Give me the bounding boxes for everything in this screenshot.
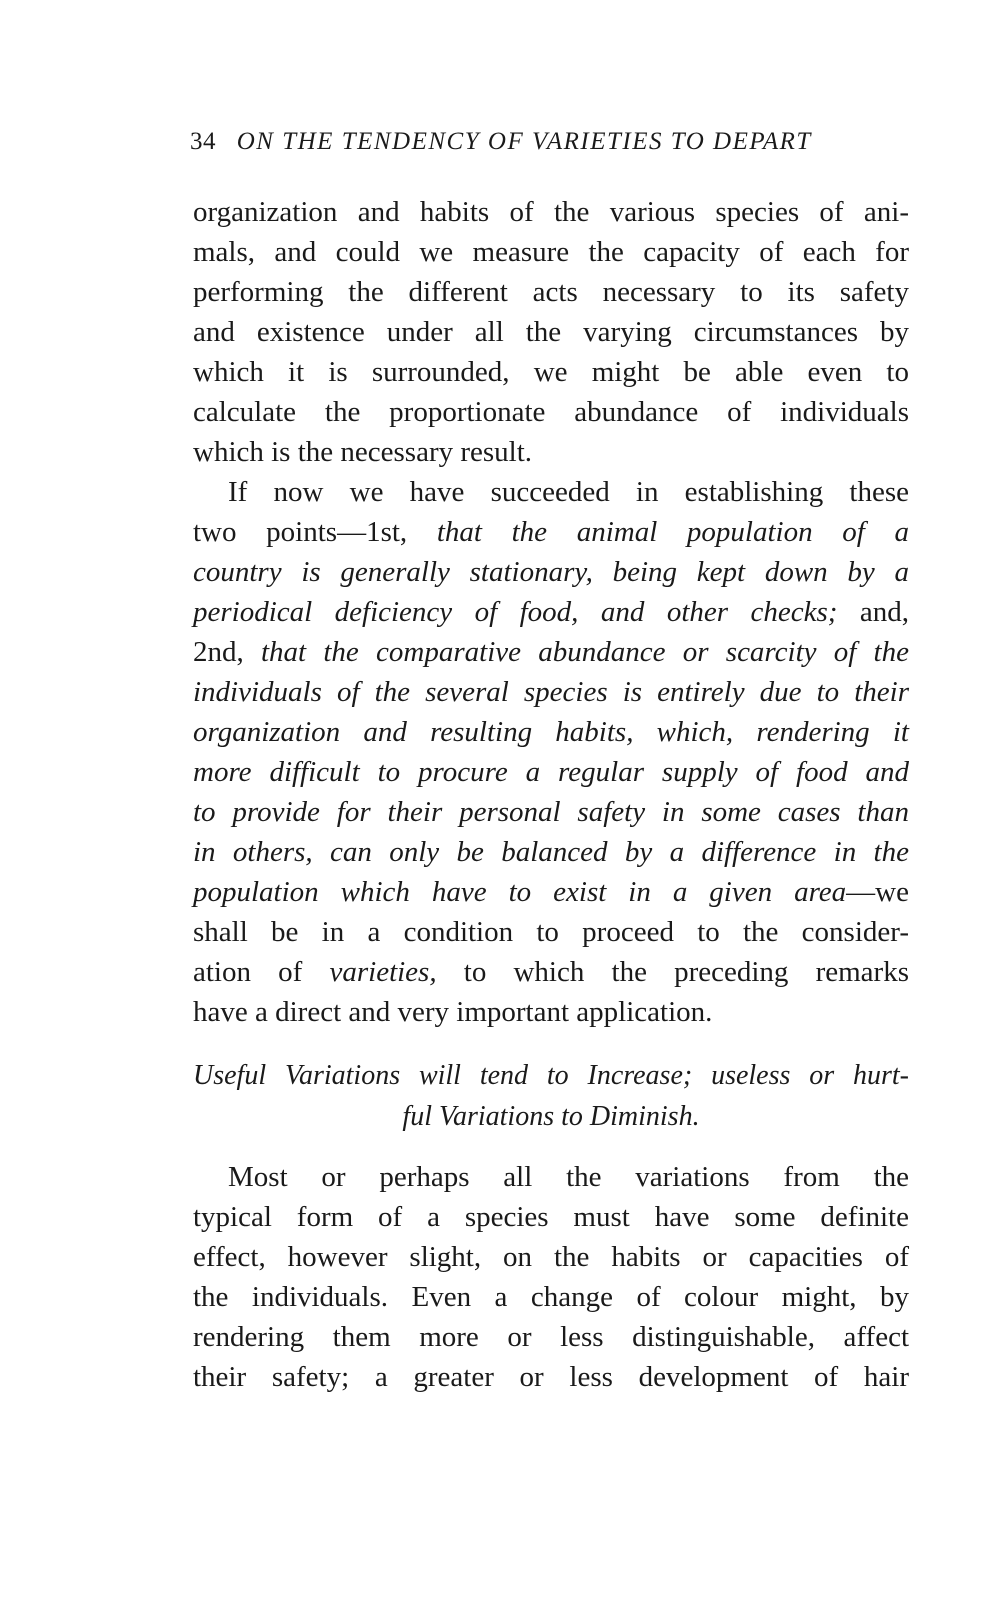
text-line: organization and habits of the various species of ani- <box>193 196 909 228</box>
text-line: have a direct and very important application. <box>193 996 713 1028</box>
text-line: typical form of a species must have some definite <box>193 1201 909 1233</box>
text-line: performing the different acts necessary to its safety <box>193 276 909 308</box>
text-line: to provide for their personal safety in some cases than <box>193 796 909 828</box>
text-line: their safety; a greater or less development of hair <box>193 1361 909 1393</box>
italic-run: that the animal population of a <box>436 516 909 548</box>
italic-run: periodical deficiency of food, and other checks; <box>193 596 838 628</box>
text-run: and, <box>837 596 909 628</box>
text-line: shall be in a condition to proceed to the consider- <box>193 916 909 948</box>
text-line <box>193 592 909 632</box>
text-run: to which the preceding remarks <box>436 956 909 988</box>
text-line: organization and resulting habits, which, rendering it <box>193 716 909 748</box>
running-title: ON THE TENDENCY OF VARIETIES TO DEPART <box>236 128 812 155</box>
text-line: and existence under all the varying circumstances by <box>193 316 909 348</box>
italic-run: that the comparative abundance or scarcity of the <box>261 636 909 668</box>
text-line: more difficult to procure a regular supply of food and <box>193 756 909 788</box>
text-line <box>193 512 909 552</box>
text-line: country is generally stationary, being kept down by a <box>193 556 909 588</box>
page-header <box>190 128 812 156</box>
italic-run: population which have to exist in a given area <box>193 876 847 908</box>
section-heading-line: ful Variations to Diminish. <box>402 1101 700 1132</box>
text-line: the individuals. Even a change of colour might, by <box>193 1281 909 1313</box>
text-run: two points—1st, <box>193 516 437 548</box>
section-heading-line: Useful Variations will tend to Increase; useless or hurt- <box>193 1060 909 1091</box>
text-line <box>193 952 909 992</box>
text-run: ation of <box>193 956 330 988</box>
text-line: individuals of the several species is entirely due to their <box>193 676 909 708</box>
text-line <box>193 632 909 672</box>
italic-run: varieties, <box>329 956 437 988</box>
text-line: which it is surrounded, we might be able even to <box>193 356 909 388</box>
text-line: If now we have succeeded in establishing these <box>228 476 909 508</box>
text-line: calculate the proportionate abundance of individuals <box>193 396 909 428</box>
text-line: rendering them more or less distinguishable, affect <box>193 1321 909 1353</box>
text-line: Most or perhaps all the variations from the <box>228 1161 909 1193</box>
page-number: 34 <box>190 128 216 155</box>
text-run: —we <box>846 876 909 908</box>
text-line: in others, can only be balanced by a difference in the <box>193 836 909 868</box>
text-line <box>193 872 909 912</box>
text-run: 2nd, <box>193 636 261 668</box>
text-line: which is the necessary result. <box>193 436 533 468</box>
text-line: effect, however slight, on the habits or capacities of <box>193 1241 909 1273</box>
text-line: mals, and could we measure the capacity of each for <box>193 236 909 268</box>
